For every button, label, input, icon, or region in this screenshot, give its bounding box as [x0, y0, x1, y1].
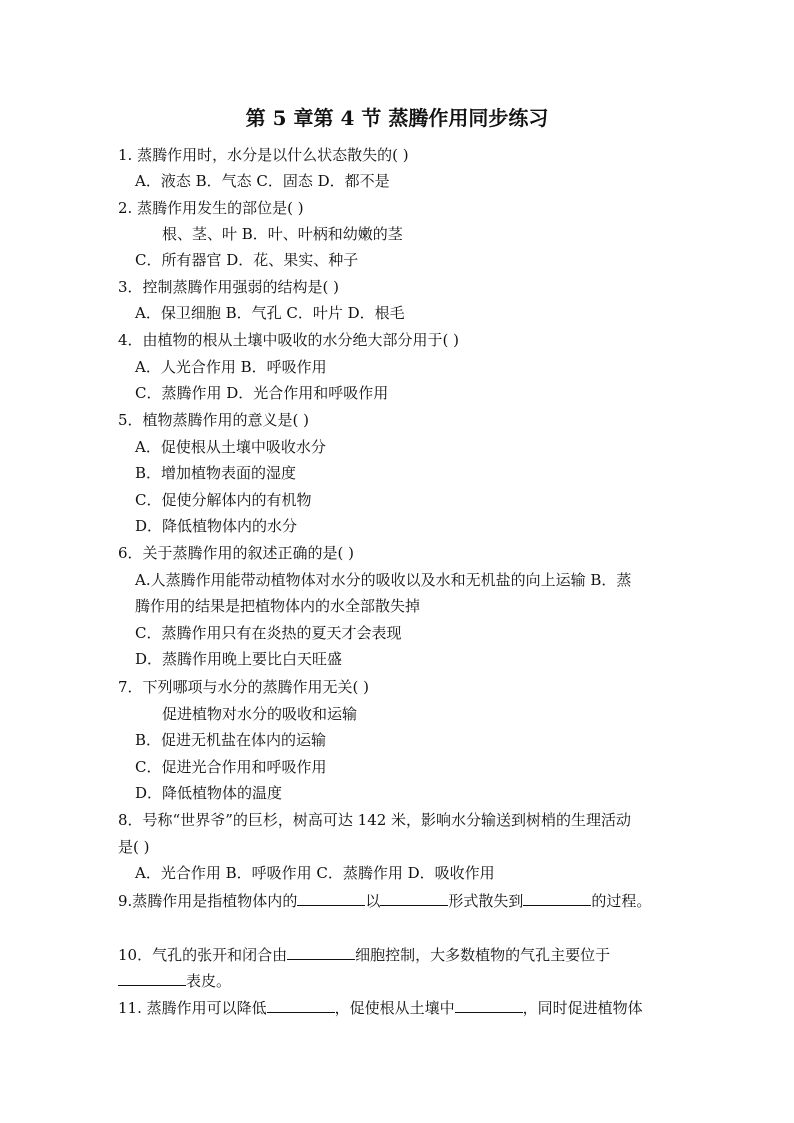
question-10-text-1: 10．气孔的张开和闭合由 — [118, 946, 288, 964]
question-6-option-c: C．蒸腾作用只有在炎热的夏天才会表现 — [135, 624, 402, 642]
question-7-option-b: B．促进无机盐在体内的运输 — [135, 731, 327, 749]
question-6-option-d: D．蒸腾作用晚上要比白天旺盛 — [135, 650, 343, 668]
answer-blank[interactable] — [118, 969, 186, 986]
answer-blank[interactable] — [523, 889, 591, 906]
question-11-text-2: ，促使根从土壤中 — [334, 999, 455, 1017]
question-10-line-1 — [118, 943, 610, 965]
question-9-text-1: 9.蒸腾作用是指植物体内的 — [118, 892, 298, 910]
question-6-option-a-line-1: A.人蒸腾作用能带动植物体对水分的吸收以及水和无机盐的向上运输 B．蒸 — [135, 571, 632, 589]
question-7-option-c: C．促进光合作用和呼吸作用 — [135, 758, 327, 776]
question-9-text-4: 的过程。 — [591, 892, 652, 910]
question-8-options: A．光合作用 B．呼吸作用 C．蒸腾作用 D．吸收作用 — [135, 864, 495, 882]
page-title: 第 5 章第 4 节 蒸腾作用同步练习 — [245, 106, 549, 130]
question-6-option-a-line-2: 腾作用的结果是把植物体内的水全部散失掉 — [135, 597, 421, 615]
question-7-option-a: 促进植物对水分的吸收和运输 — [162, 705, 358, 723]
question-5-option-b: B．增加植物表面的湿度 — [135, 464, 297, 482]
question-10-line-2 — [118, 969, 231, 991]
question-2-options-line-2: C．所有器官 D．花、果实、种子 — [135, 251, 359, 269]
question-11-text-3: ，同时促进植物体 — [522, 999, 643, 1017]
question-10-text-2: 细胞控制，大多数植物的气孔主要位于 — [355, 946, 611, 964]
question-4-stem: 4．由植物的根从土壤中吸收的水分绝大部分用于( ) — [118, 331, 460, 349]
answer-blank[interactable] — [267, 996, 335, 1013]
question-5-option-d: D．降低植物体内的水分 — [135, 517, 298, 535]
question-4-options-line-1: A．人光合作用 B．呼吸作用 — [135, 358, 327, 376]
question-9 — [118, 889, 651, 911]
question-5-option-c: C．促使分解体内的有机物 — [135, 491, 312, 509]
question-7-stem: 7．下列哪项与水分的蒸腾作用无关( ) — [118, 678, 370, 696]
question-9-text-2: 以 — [365, 892, 381, 910]
question-5-option-a: A．促使根从土壤中吸收水分 — [135, 438, 326, 456]
question-11-text-1: 11. 蒸腾作用可以降低 — [118, 999, 267, 1017]
question-11 — [118, 996, 643, 1018]
question-8-stem-line-2: 是( ) — [118, 838, 150, 856]
question-8-stem-line-1: 8．号称“世界爷”的巨杉，树高可达 142 米，影响水分输送到树梢的生理活动 — [118, 811, 632, 829]
answer-blank[interactable] — [455, 996, 523, 1013]
answer-blank[interactable] — [380, 889, 448, 906]
answer-blank[interactable] — [287, 943, 355, 960]
question-9-text-3: 形式散失到 — [448, 892, 524, 910]
question-2-stem: 2. 蒸腾作用发生的部位是( ) — [118, 199, 304, 217]
question-4-options-line-2: C．蒸腾作用 D．光合作用和呼吸作用 — [135, 384, 389, 402]
question-1-options: A．液态 B．气态 C．固态 D．都不是 — [135, 172, 390, 190]
answer-blank[interactable] — [297, 889, 365, 906]
question-2-options-line-1: 根、茎、叶 B．叶、叶柄和幼嫩的茎 — [162, 225, 403, 243]
question-6-stem: 6．关于蒸腾作用的叙述正确的是( ) — [118, 544, 355, 562]
question-5-stem: 5．植物蒸腾作用的意义是( ) — [118, 411, 310, 429]
question-7-option-d: D．降低植物体的温度 — [135, 784, 283, 802]
question-3-options: A．保卫细胞 B．气孔 C．叶片 D．根毛 — [135, 304, 405, 322]
question-1-stem: 1. 蒸腾作用时，水分是以什么状态散失的( ) — [118, 146, 409, 164]
question-3-stem: 3．控制蒸腾作用强弱的结构是( ) — [118, 278, 340, 296]
question-10-text-3: 表皮。 — [186, 972, 232, 990]
